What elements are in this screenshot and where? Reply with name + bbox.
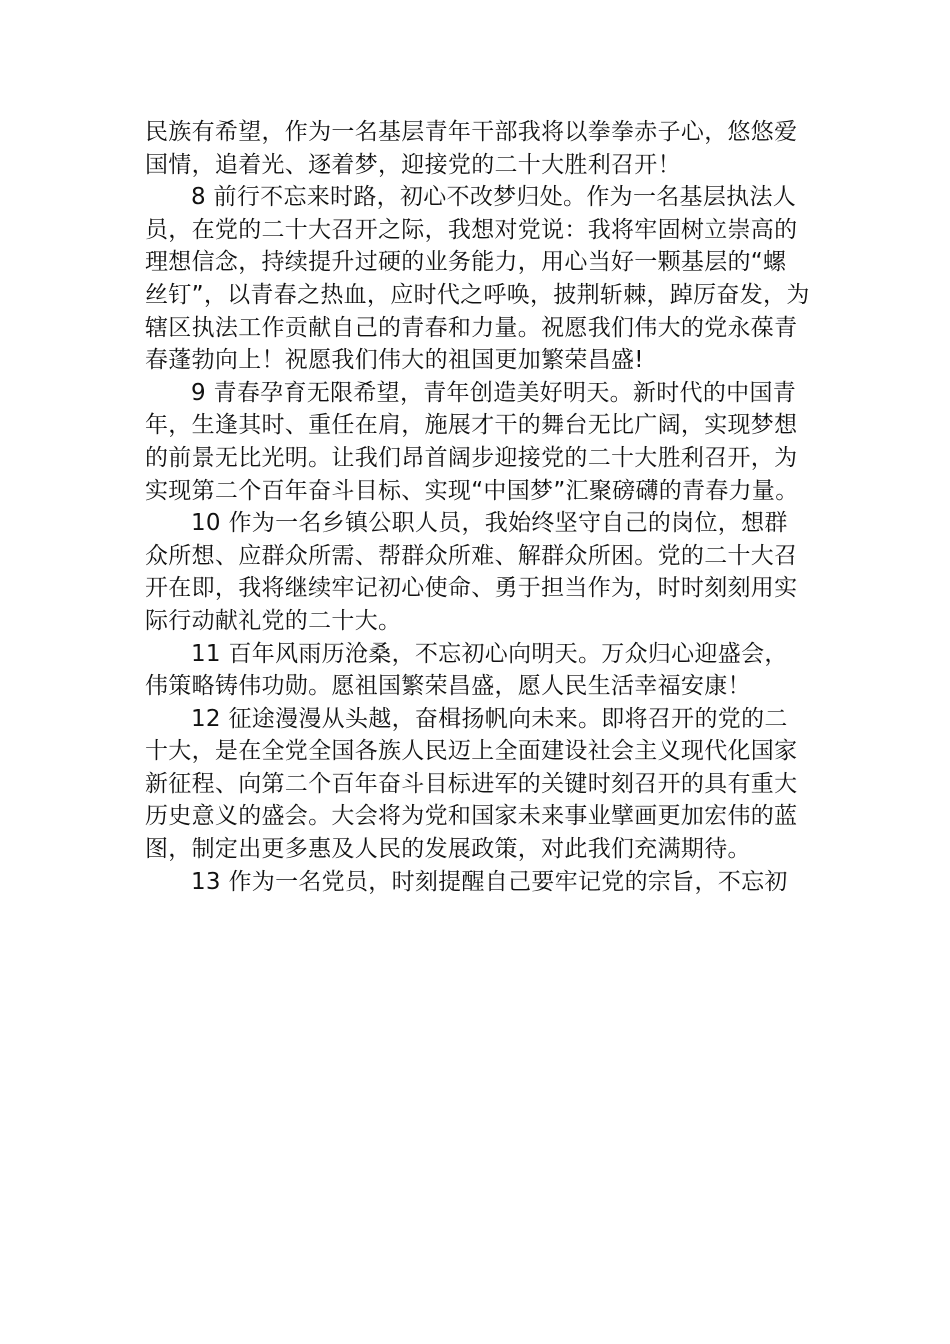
text-line: 历史意义的盛会。大会将为党和国家未来事业擘画更加宏伟的蓝: [145, 803, 798, 830]
text-line: 图，制定出更多惠及人民的发展政策，对此我们充满期待。: [145, 836, 751, 863]
document-body: [145, 116, 810, 898]
text-line: 春蓬勃向上！祝愿我们伟大的祖国更加繁荣昌盛!: [145, 347, 644, 374]
paragraph-13-start: 13 作为一名党员，时刻提醒自己要牢记党的宗旨，不忘初: [191, 868, 788, 895]
text-line: 国情，追着光、逐着梦，迎接党的二十大胜利召开！: [145, 151, 681, 178]
text-line: 十大，是在全党全国各族人民迈上全面建设社会主义现代化国家: [145, 738, 798, 765]
text-line: 的前景无比光明。让我们昂首阔步迎接党的二十大胜利召开，为: [145, 444, 798, 471]
text-line: 开在即，我将继续牢记初心使命、勇于担当作为，时时刻刻用实: [145, 575, 798, 602]
text-line: 年，生逢其时、重任在肩，施展才干的舞台无比广阔，实现梦想: [145, 412, 798, 439]
text-line: 众所想、应群众所需、帮群众所难、解群众所困。党的二十大召: [145, 542, 798, 569]
text-line: 辖区执法工作贡献自己的青春和力量。祝愿我们伟大的党永葆青: [145, 314, 798, 341]
text-line: 新征程、向第二个百年奋斗目标进军的关键时刻召开的具有重大: [145, 770, 798, 797]
text-line: 员，在党的二十大召开之际，我想对党说：我将牢固树立崇高的: [145, 216, 798, 243]
text-line: 伟策略铸伟功勋。愿祖国繁荣昌盛，愿人民生活幸福安康！: [145, 673, 751, 700]
paragraph-8-start: 8 前行不忘来时路，初心不改梦归处。作为一名基层执法人: [191, 184, 797, 211]
text-line: 理想信念，持续提升过硬的业务能力，用心当好一颗基层的“螺: [145, 249, 787, 276]
paragraph-11-start: 11 百年风雨历沧桑，不忘初心向明天。万众归心迎盛会，: [191, 640, 788, 667]
text-line: 实现第二个百年奋斗目标、实现“中国梦”汇聚磅礴的青春力量。: [145, 477, 799, 504]
text-line: 民族有希望，作为一名基层青年干部我将以拳拳赤子心，悠悠爱: [145, 119, 798, 145]
text-line: 际行动献礼党的二十大。: [145, 607, 402, 634]
text-line: 丝钉”，以青春之热血，应时代之呼唤，披荆斩棘，踔厉奋发，为: [145, 281, 810, 308]
paragraph-10-start: 10 作为一名乡镇公职人员，我始终坚守自己的岗位，想群: [191, 510, 788, 537]
paragraph-9-start: 9 青春孕育无限希望，青年创造美好明天。新时代的中国青: [191, 379, 797, 406]
paragraph-12-start: 12 征途漫漫从头越，奋楫扬帆向未来。即将召开的党的二: [191, 705, 788, 732]
